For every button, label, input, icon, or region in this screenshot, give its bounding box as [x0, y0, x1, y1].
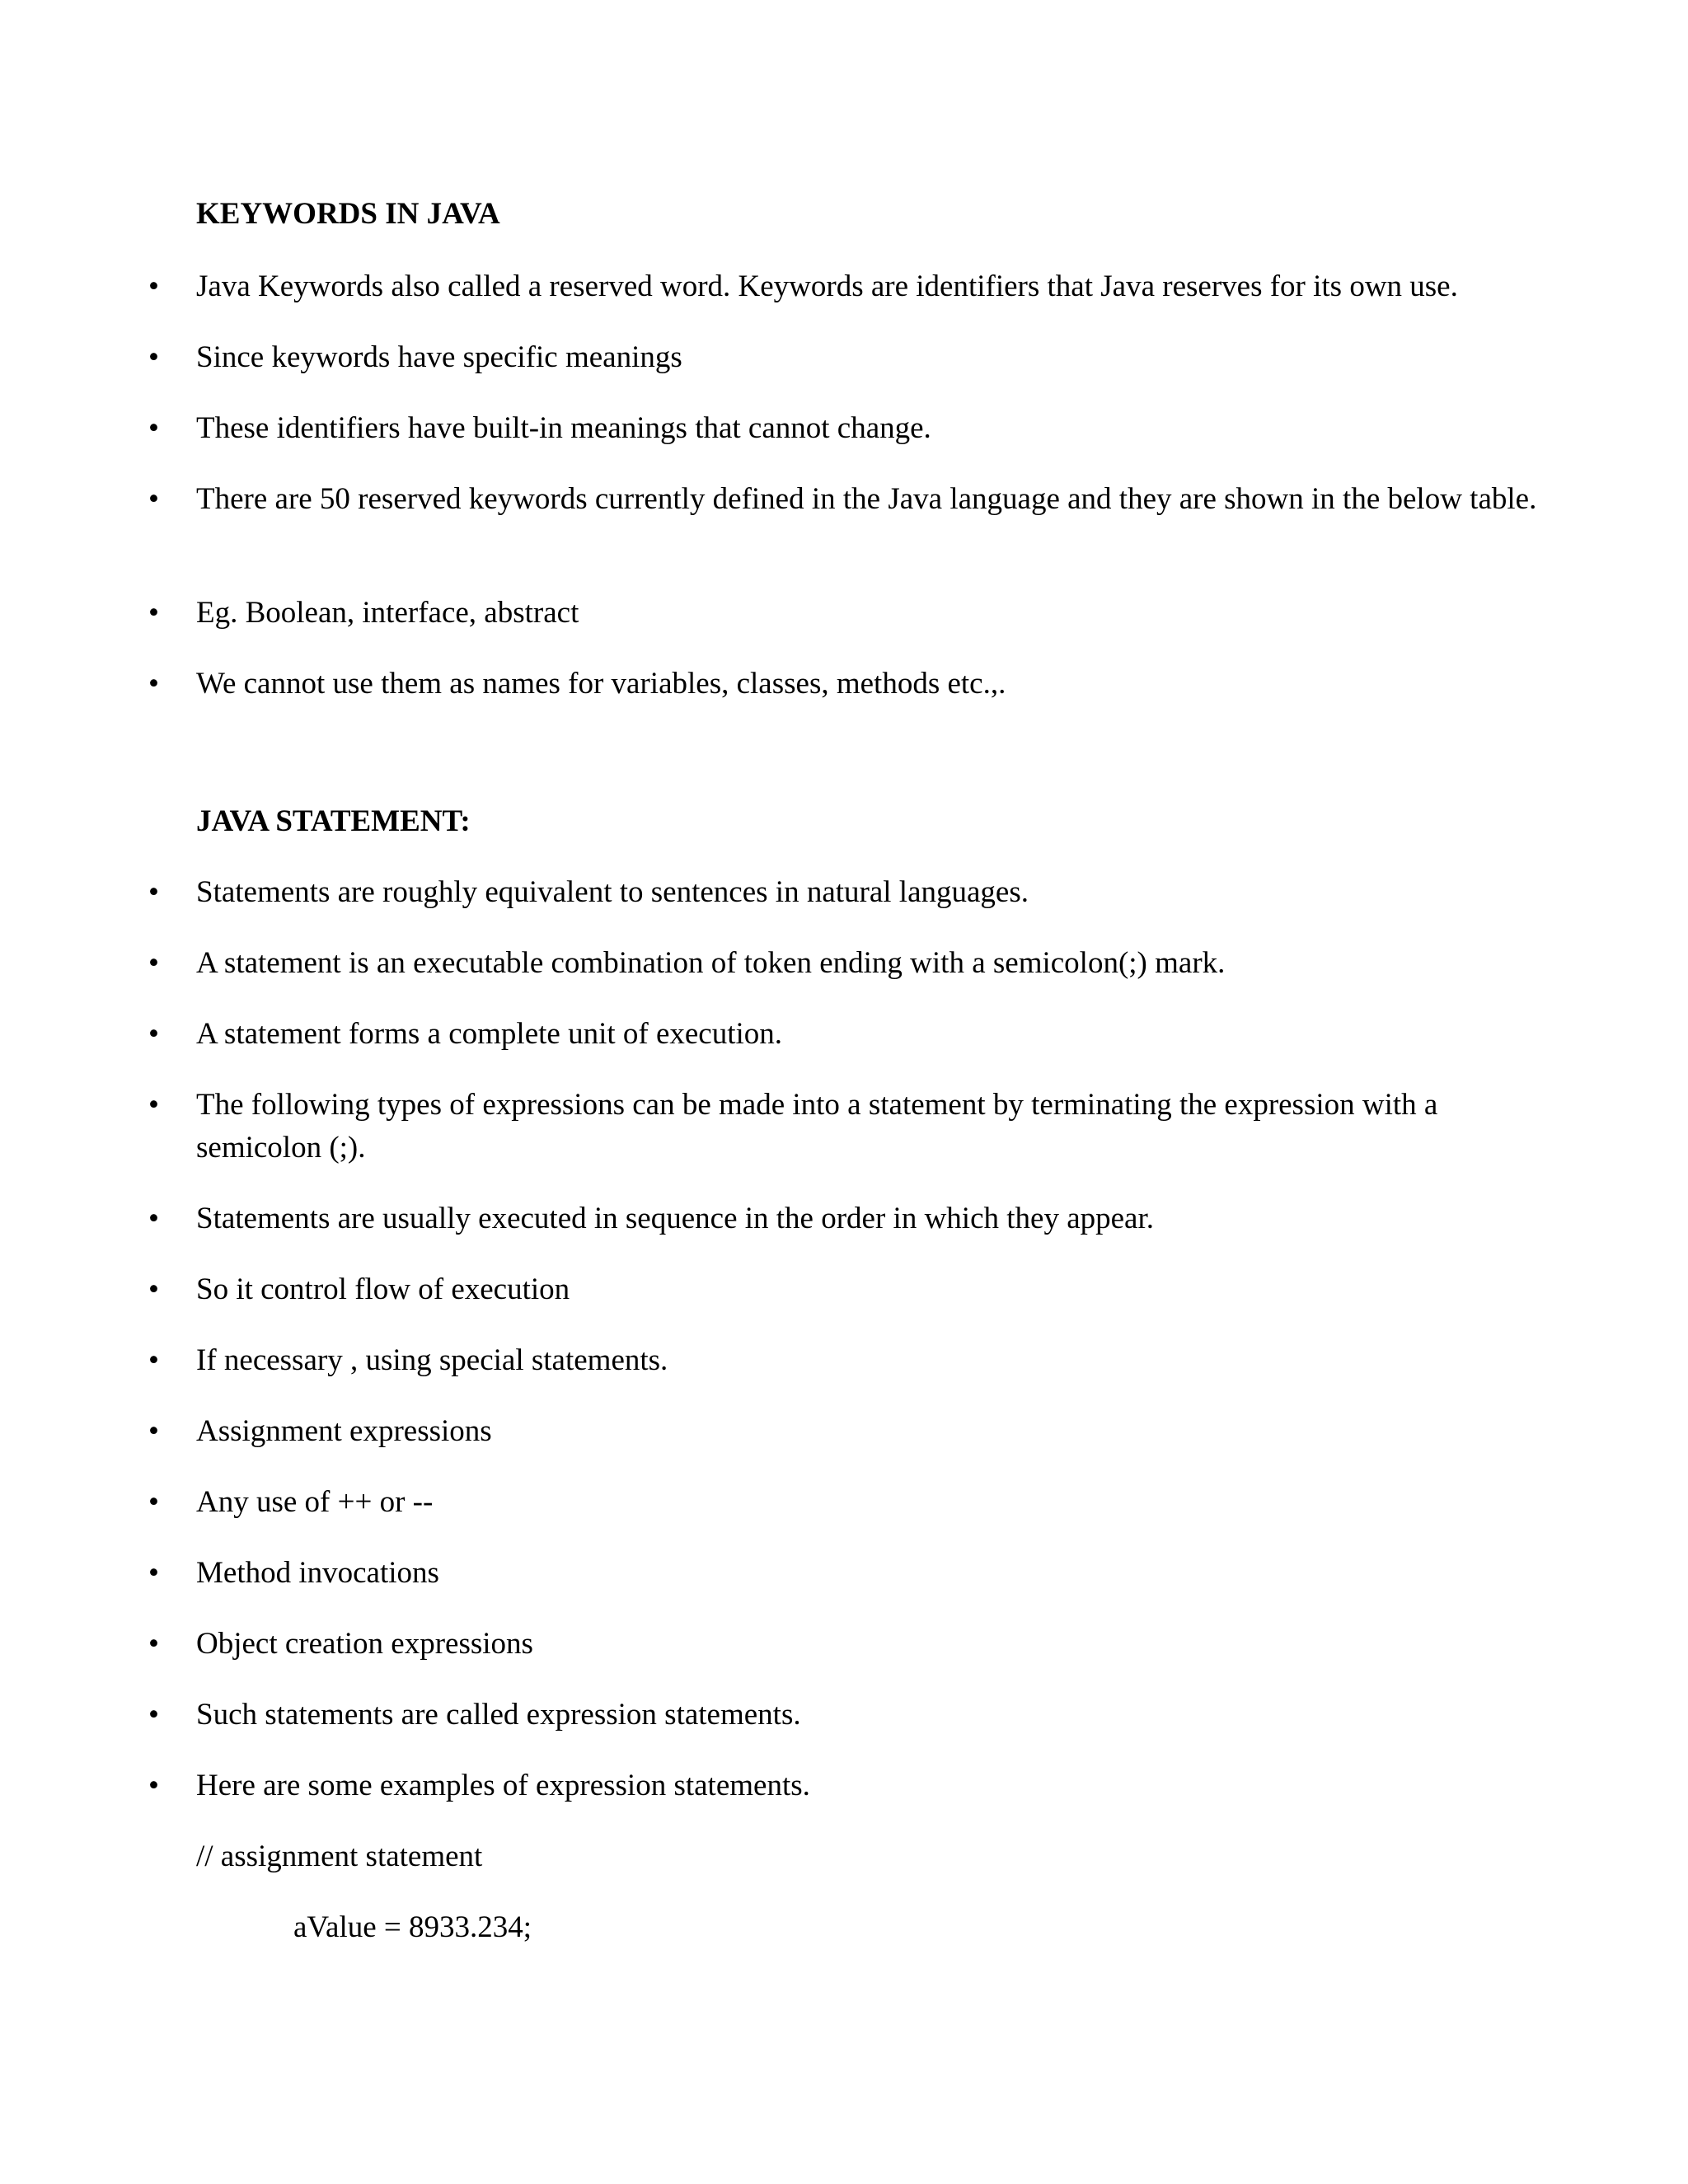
bullet-icon: • — [148, 667, 159, 701]
heading-keywords: KEYWORDS IN JAVA — [196, 197, 500, 231]
bullet-icon: • — [148, 1017, 159, 1051]
bullet-icon: • — [148, 1698, 159, 1732]
bullet-icon: • — [148, 411, 159, 445]
list-item-text: Java Keywords also called a reserved word. Keywords are identifiers that Java reserves for its own use. — [196, 269, 1458, 303]
code-comment: // assignment statement — [196, 1840, 483, 1873]
list-item-text: We cannot use them as names for variables, classes, methods etc.,. — [196, 667, 1006, 701]
list-item-text: If necessary , using special statements. — [196, 1343, 668, 1377]
bullet-icon: • — [148, 946, 159, 980]
bullet-icon: • — [148, 1414, 159, 1448]
list-item-text: There are 50 reserved keywords currently defined in the Java language and they are shown in the below table. — [196, 482, 1537, 516]
list-item-text: Statements are roughly equivalent to sentences in natural languages. — [196, 875, 1029, 909]
list-item-text: These identifiers have built-in meanings that cannot change. — [196, 411, 931, 445]
bullet-icon: • — [148, 1769, 159, 1802]
bullet-icon: • — [148, 340, 159, 374]
list-item-text: A statement forms a complete unit of execution. — [196, 1017, 783, 1051]
bullet-icon: • — [148, 1272, 159, 1306]
bullet-icon: • — [148, 1556, 159, 1590]
bullet-icon: • — [148, 1202, 159, 1235]
bullet-icon: • — [148, 1485, 159, 1519]
bullet-icon: • — [148, 1627, 159, 1661]
heading-java-statement: JAVA STATEMENT: — [196, 804, 471, 838]
list-item-text: Assignment expressions — [196, 1414, 492, 1448]
list-item-text: Statements are usually executed in sequence in the order in which they appear. — [196, 1202, 1154, 1235]
list-item-text: Object creation expressions — [196, 1627, 533, 1661]
list-item-text: A statement is an executable combination of token ending with a semicolon(;) mark. — [196, 946, 1226, 980]
bullet-icon: • — [148, 875, 159, 909]
bullet-icon: • — [148, 482, 159, 516]
list-item-text: Method invocations — [196, 1556, 439, 1590]
list-item-text: Eg. Boolean, interface, abstract — [196, 596, 579, 630]
list-item-text: Such statements are called expression statements. — [196, 1698, 801, 1732]
code-line: aValue = 8933.234; — [293, 1910, 532, 1944]
bullet-icon: • — [148, 1343, 159, 1377]
list-item-text: The following types of expressions can be made into a statement by terminating the expression with a semicolon (;). — [196, 1088, 1438, 1165]
bullet-icon: • — [148, 596, 159, 630]
list-item-text: Since keywords have specific meanings — [196, 340, 682, 374]
bullet-icon: • — [148, 1088, 159, 1122]
list-item-text: Here are some examples of expression statements. — [196, 1769, 810, 1802]
bullet-icon: • — [148, 269, 159, 303]
list-item-text: So it control flow of execution — [196, 1272, 570, 1306]
list-item-text: Any use of ++ or -- — [196, 1485, 434, 1519]
